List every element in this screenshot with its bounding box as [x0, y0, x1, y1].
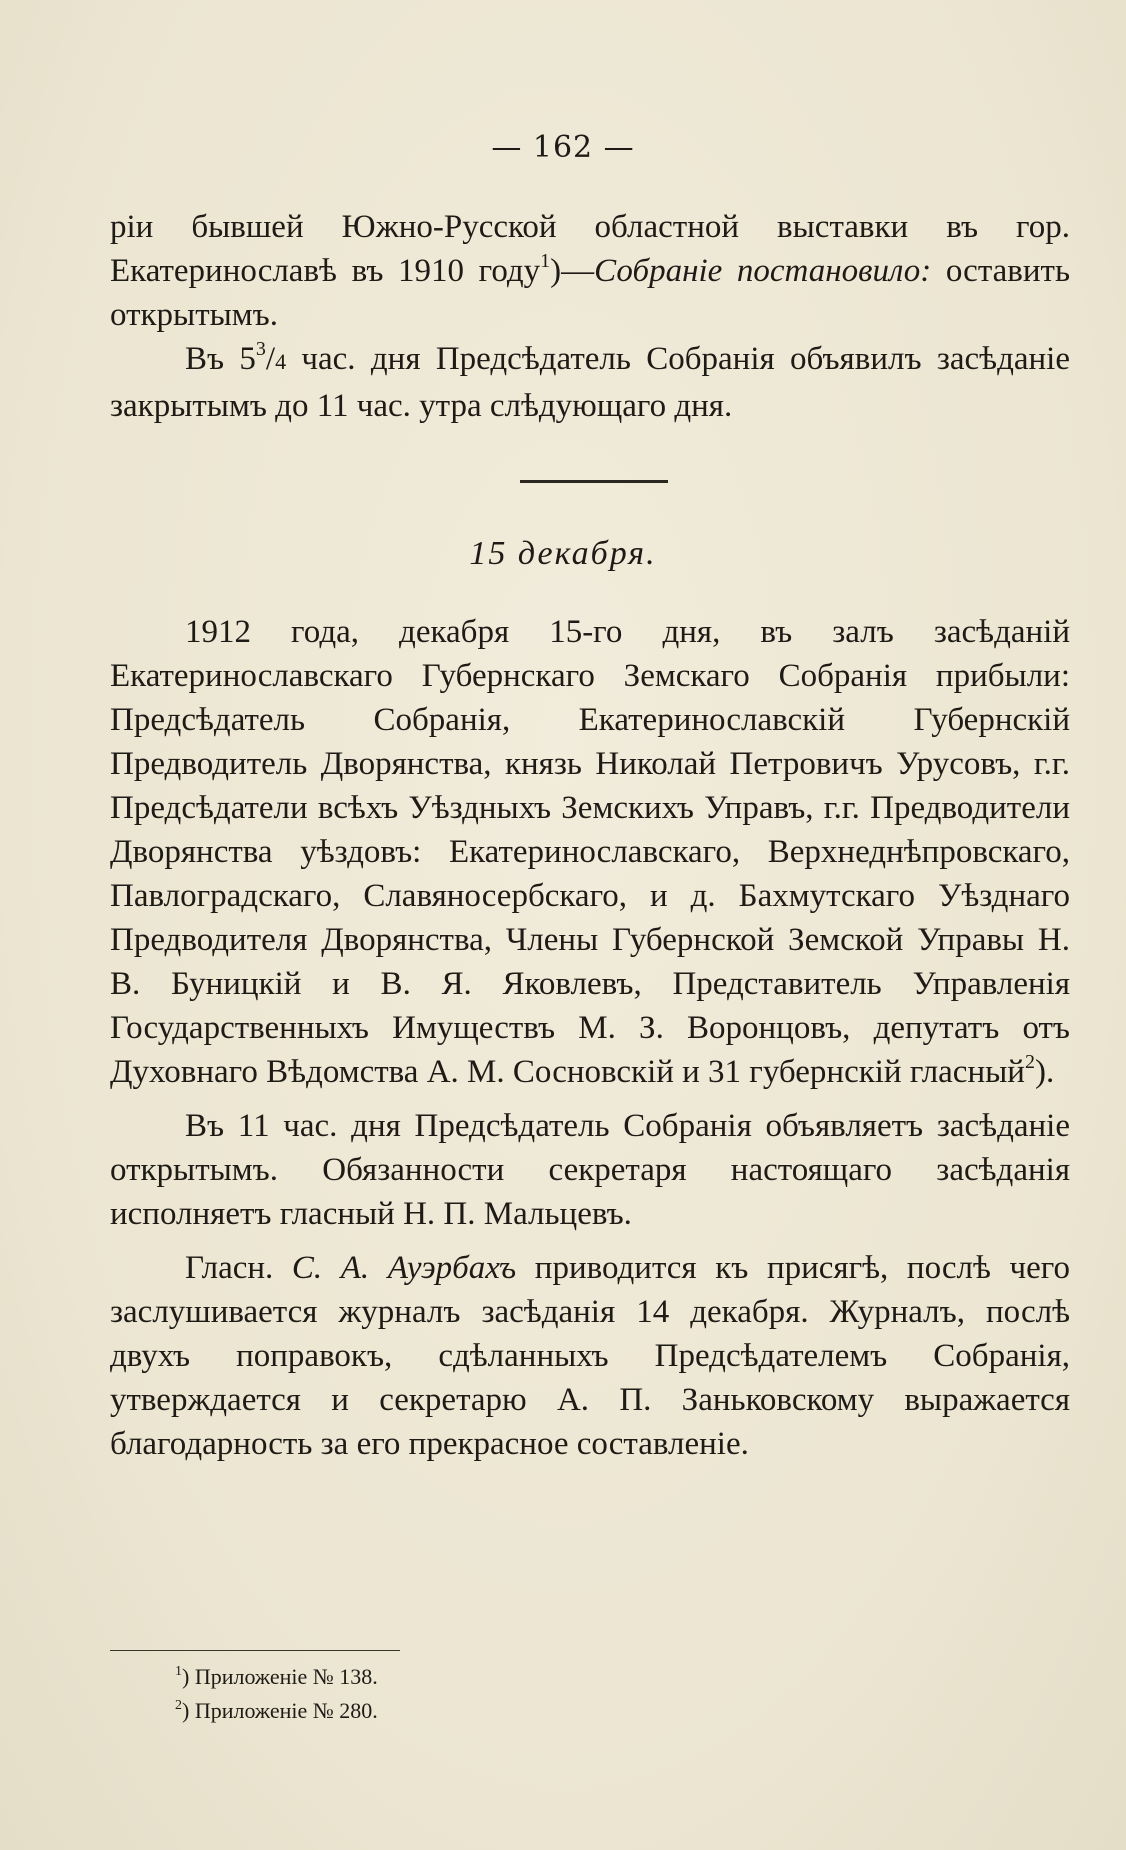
text-span: Гласн. [185, 1250, 292, 1286]
footnote-divider [110, 1650, 400, 1651]
text-block-main [110, 610, 1070, 1466]
footnote-item [175, 1694, 378, 1728]
text-span: час. дня Предсѣдатель Собранія объявилъ засѣданіе закрытымъ до 11 час. утра слѣдующаго дня. [110, 341, 1070, 424]
text-span: Въ 5 [185, 341, 256, 377]
footnote-close: ) [182, 1664, 190, 1689]
date-heading: 15 декабря. [469, 535, 657, 572]
footnote-ref[interactable]: 1 [540, 250, 551, 272]
italic-text: Собраніе постановило: [594, 253, 932, 289]
text-span: приводится къ присягѣ, послѣ чего заслушивается журналъ засѣданія 14 декабря. Журналъ, послѣ двухъ поправокъ, сдѣланныхъ Предсѣдателемъ Собранія, утверждается и секретарю А. П. Заньковскому выражается благодарность за его прекрасное составленіе. [110, 1250, 1070, 1462]
text-block-top [110, 205, 1070, 428]
footnote-ref[interactable]: 2 [1024, 1051, 1035, 1073]
paragraph: Въ 11 час. дня Предсѣдатель Собранія объявляетъ засѣданіе открытымъ. Обязанности секретаря настоящаго засѣданія исполняетъ гласный Н. П. Мальцевъ. [110, 1108, 1070, 1232]
footnote-item [175, 1660, 378, 1694]
fraction-numerator: 3 [255, 338, 266, 360]
footnote-mark: 2 [175, 1698, 182, 1713]
footnote-close: ) [182, 1698, 190, 1723]
footnotes [175, 1660, 378, 1728]
footnote-text: Приложеніе № 280. [189, 1698, 378, 1723]
page-number: — 162 — [491, 130, 635, 165]
text-span: )— [550, 253, 595, 289]
italic-text: С. А. Ауэрбахъ [291, 1250, 517, 1286]
footnote-text: Приложеніе № 138. [189, 1664, 378, 1689]
footnote-mark: 1 [175, 1664, 182, 1679]
text-span: ріи бывшей Южно-Русской областной выставки въ гор. Екатеринославѣ въ 1910 году [110, 209, 1070, 289]
paragraph [110, 1246, 1070, 1466]
paragraph [110, 337, 1070, 428]
text-span: 1912 года, декабря 15-го дня, въ залъ засѣданій Екатеринославскаго Губернскаго Земскаго Собранія прибыли: Предсѣдатель Собранія, Екатеринославскій Губернскій Предводитель Дворянства, князь Николай Петровичъ Урусовъ, г.г. Предсѣдатели всѣхъ Уѣздныхъ Земскихъ Управъ, г.г. Предводители Дворянства уѣздовъ: Екатеринославскаго, Верхнеднѣпровскаго, Павлоградскаго, Славяносербскаго, и д. Бахмутскаго Уѣзднаго Предводителя Дворянства, Члены Губернской Земской Управы Н. В. Буницкій и В. Я. Яковлевъ, Представитель Управленія Государственныхъ Имуществъ М. З. Воронцовъ, депутатъ отъ Духовнаго Вѣдомства А. М. Сосновскій и 31 губернскій гласный [110, 614, 1070, 1090]
text-span: оставить открытымъ. [110, 253, 1070, 333]
paragraph [110, 205, 1070, 337]
text-span: ). [1034, 1054, 1055, 1090]
paragraph [110, 610, 1070, 1094]
fraction-denominator: 4 [275, 349, 287, 374]
fraction-slash: / [265, 341, 276, 377]
section-divider [520, 480, 668, 483]
